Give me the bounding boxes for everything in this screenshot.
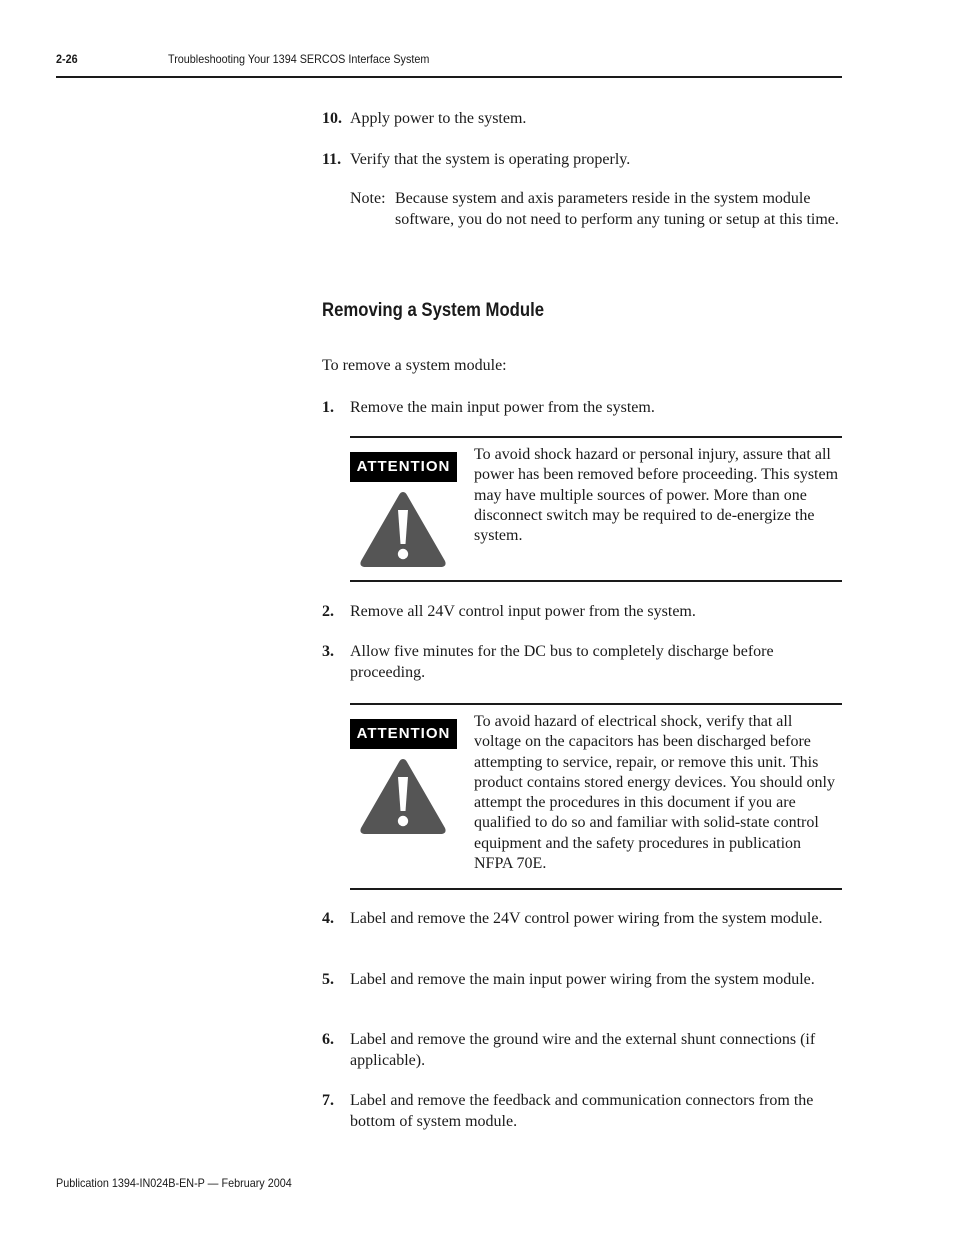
step-text: Apply power to the system.: [350, 110, 527, 127]
attention-badge: ATTENTION: [350, 452, 457, 482]
note-label: Note:: [350, 190, 386, 207]
step-11: [322, 149, 842, 170]
step-number: 4.: [322, 910, 334, 927]
step-5: [322, 969, 842, 990]
step-number: 6.: [322, 1031, 334, 1048]
note: [350, 189, 842, 230]
section-intro: To remove a system module:: [322, 357, 507, 374]
step-text: Remove the main input power from the system.: [350, 399, 655, 416]
step-4: [322, 908, 842, 929]
step-text: Remove all 24V control input power from the system.: [350, 603, 696, 620]
step-number: 7.: [322, 1092, 334, 1109]
page-footer: Publication 1394-IN024B-EN-P — February 2004: [56, 1176, 292, 1190]
step-number: 2.: [322, 603, 334, 620]
step-text: Verify that the system is operating properly.: [350, 151, 631, 168]
attention-box-2: [350, 703, 842, 890]
step-3: [322, 641, 842, 683]
warning-triangle-icon: [358, 488, 448, 570]
step-number: 11.: [322, 151, 342, 168]
step-2: [322, 601, 842, 622]
page-number: 2-26: [56, 52, 78, 66]
step-text: Label and remove the main input power wiring from the system module.: [350, 971, 815, 988]
attention-box-1: [350, 436, 842, 582]
page-header: [56, 52, 842, 78]
note-text: Because system and axis parameters reside in the system module software, you do not need to perform any tuning or setup at this time.: [395, 190, 839, 228]
step-text: Label and remove the feedback and communication connectors from the bottom of system module.: [350, 1092, 814, 1130]
step-number: 5.: [322, 971, 334, 988]
attention-badge: ATTENTION: [350, 719, 457, 749]
step-1: [322, 397, 842, 418]
section-heading: Removing a System Module: [322, 300, 545, 321]
step-number: 3.: [322, 643, 334, 660]
step-7: [322, 1090, 842, 1132]
header-title: Troubleshooting Your 1394 SERCOS Interface System: [168, 52, 430, 66]
warning-triangle-icon: [358, 755, 448, 837]
step-text: Label and remove the 24V control power wiring from the system module.: [350, 910, 823, 927]
attention-text: To avoid shock hazard or personal injury, assure that all power has been removed before proceeding. This system may have multiple sources of power. More than one disconnect switch may be required to de-energize the system.: [474, 446, 839, 545]
step-number: 1.: [322, 399, 334, 416]
step-6: [322, 1029, 842, 1071]
step-text: Allow five minutes for the DC bus to completely discharge before proceeding.: [350, 643, 774, 681]
attention-text: To avoid hazard of electrical shock, verify that all voltage on the capacitors has been discharged before attempting to service, repair, or remove this unit. This product contains stored energy devices. You should only attempt the procedures in this document if you are qualified to do so and familiar with solid-state control equipment and the safety procedures in publication NFPA 70E.: [474, 713, 835, 873]
step-number: 10.: [322, 110, 342, 127]
step-text: Label and remove the ground wire and the external shunt connections (if applicable).: [350, 1031, 816, 1069]
step-10: [322, 108, 842, 129]
